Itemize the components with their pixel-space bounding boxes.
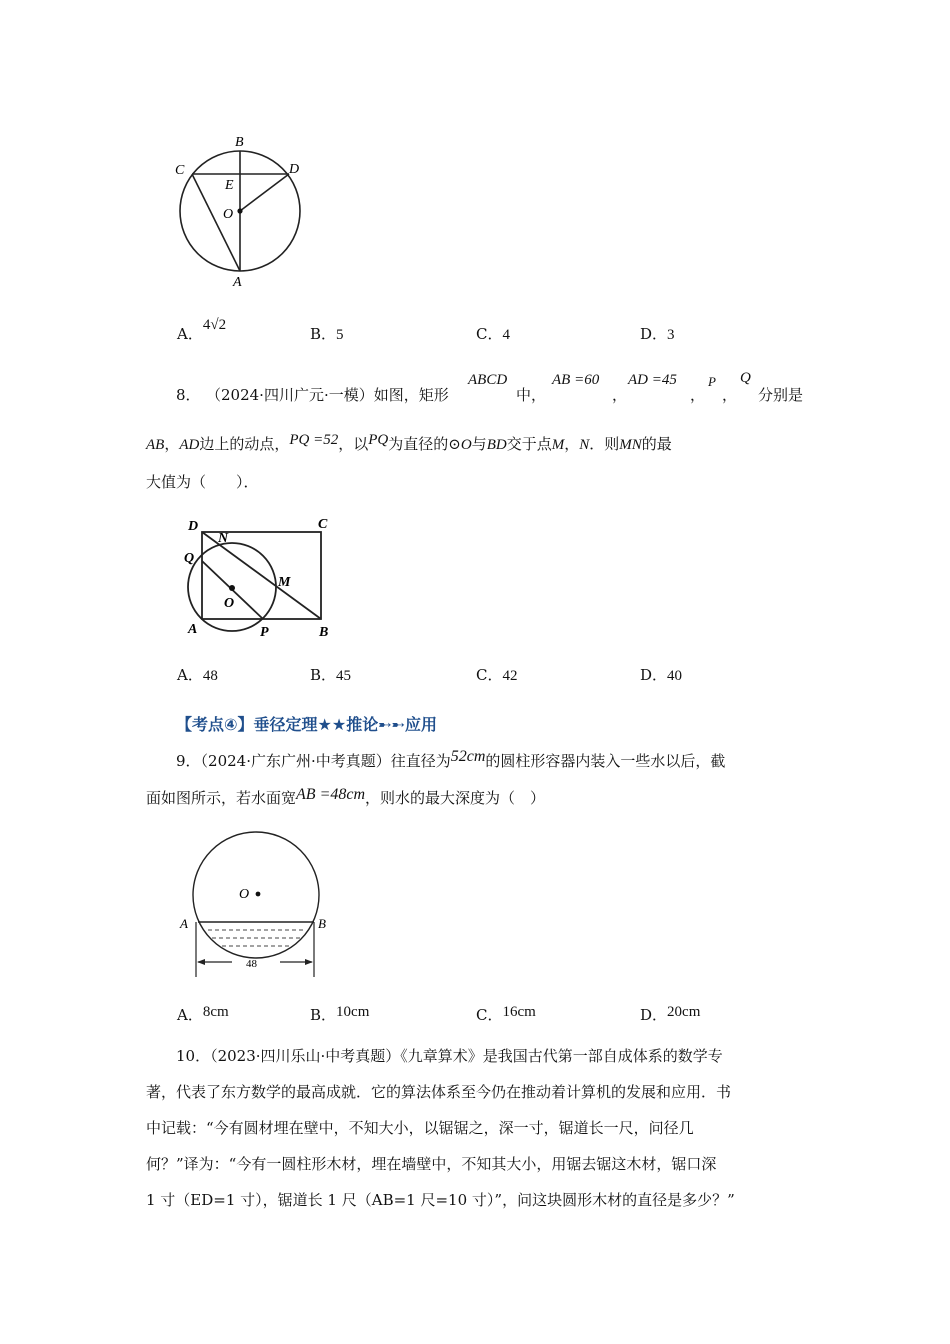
label-e: E: [225, 178, 234, 193]
q8-fenbie: 分别是: [758, 386, 804, 404]
label-b: B: [235, 135, 244, 150]
label-o: O: [239, 887, 250, 902]
label-d: D: [188, 519, 199, 534]
q9-line1: 9．（2024·广东广州·中考真题）往直径为52cm的圆柱形容器内装入一些水以后，截: [176, 748, 726, 770]
label-a: A: [233, 275, 242, 290]
q10-line3: 中记载：“今有圆材埋在壁中，不知大小，以锯锯之，深一寸，锯道长一尺，问径几: [146, 1119, 694, 1137]
figure-q7-circle: [165, 128, 315, 293]
figure-q9-container: [172, 825, 342, 985]
q8-zhong: 中，: [516, 386, 547, 404]
q8-option-c: C．42: [476, 666, 518, 684]
label-width: 48: [246, 958, 257, 970]
q9-option-a: A．8cm: [177, 1004, 229, 1024]
q7-option-c: C．4: [476, 325, 510, 343]
q9-option-c: C．16cm: [476, 1004, 536, 1024]
q7-option-a: A．4√2: [177, 317, 227, 343]
q7-option-b: B．5: [310, 325, 344, 343]
q8-q: Q: [740, 370, 751, 386]
figure-q8-rectangle: [178, 512, 338, 642]
q8-line3: 大值为（ ）．: [146, 473, 259, 491]
q10-line4: 何？”译为：“今有一圆柱形木材，埋在墙壁中，不知其大小，用锯去锯这木材，锯口深: [146, 1155, 717, 1173]
label-c: C: [318, 517, 328, 532]
q7-option-d: D．3: [640, 325, 675, 343]
q8-comma1: ，: [612, 386, 628, 404]
q10-line5: 1 寸（ED=1 寸），锯道长 1 尺（AB=1 尺=10 寸）”，问这块圆形木材的直径是多少？”: [146, 1191, 735, 1209]
q8-number: 8．: [176, 386, 201, 404]
label-q: Q: [184, 551, 195, 566]
q10-line1: 10．（2023·四川乐山·中考真题）《九章算术》是我国古代第一部自成体系的数学专: [176, 1047, 723, 1065]
q9-line2: 面如图所示，若水面宽AB =48cm，则水的最大深度为（ ）: [146, 786, 546, 807]
label-o: O: [224, 596, 235, 611]
label-o: O: [223, 207, 234, 222]
q9-option-d: D．20cm: [640, 1004, 701, 1024]
q8-ab60: AB =60: [552, 372, 600, 388]
section-heading: 【考点④】垂径定理★★推论➸➸应用: [176, 715, 438, 734]
q8-option-d: D．40: [640, 666, 683, 684]
q8-line2: AB，AD边上的动点，PQ =52，以PQ为直径的⊙O与BD交于点M，N．则MN的最: [146, 432, 672, 453]
label-b: B: [318, 916, 326, 931]
q10-line2: 著，代表了东方数学的最高成就．它的算法体系至今仍在推动着计算机的发展和应用．书: [146, 1083, 732, 1101]
label-c: C: [175, 163, 185, 178]
q8-option-a: A．48: [177, 666, 218, 684]
q8-comma2: ，: [690, 386, 706, 404]
label-p: P: [260, 625, 269, 640]
label-b: B: [319, 625, 329, 640]
label-d: D: [289, 162, 300, 177]
q8-comma3: ，: [722, 386, 738, 404]
q8-p: P: [708, 374, 716, 389]
label-n: N: [218, 531, 229, 546]
q8-ad45: AD =45: [628, 372, 677, 388]
q9-option-b: B．10cm: [310, 1004, 370, 1024]
label-a: A: [188, 622, 198, 637]
q8-abcd: ABCD: [468, 372, 508, 388]
q8-source: （2024·四川广元·一模）如图，矩形: [206, 386, 449, 404]
label-m: M: [278, 575, 291, 590]
q8-option-b: B．45: [310, 666, 352, 684]
label-a: A: [180, 916, 188, 931]
